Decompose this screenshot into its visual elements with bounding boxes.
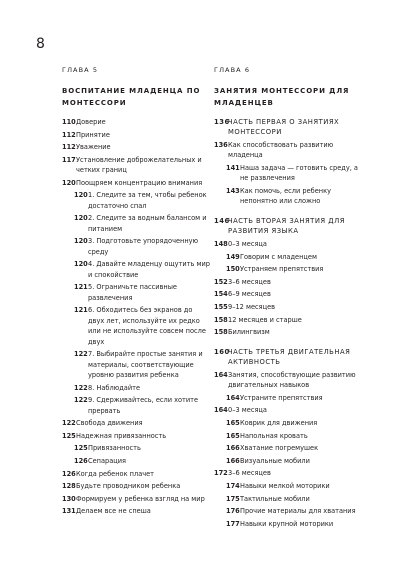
toc-entry-text: 9. Сдерживайтесь, если хотите прервать xyxy=(88,396,199,415)
toc-page-number: 122 xyxy=(74,350,88,359)
toc-page-number: 120 xyxy=(74,214,88,223)
toc-entry-text: Наша задача — готовить среду, а не развлечения xyxy=(240,164,358,183)
toc-page-number: 152 xyxy=(214,277,228,286)
toc-entry-text: ЧАСТЬ ВТОРАЯ ЗАНЯТИЯ ДЛЯ РАЗВИТИЯ ЯЗЫКА xyxy=(228,217,345,236)
toc-entry-text: 0–3 месяца xyxy=(228,406,267,415)
toc-page-number: 122 xyxy=(74,383,88,392)
toc-entry-text: 1. Следите за тем, чтобы ребенок достаточно спал xyxy=(88,191,207,210)
toc-page-number: 120 xyxy=(74,237,88,246)
toc-entry xyxy=(214,443,364,453)
toc-page-number: 150 xyxy=(226,265,240,274)
toc-entry xyxy=(62,383,210,393)
toc-page-number: 165 xyxy=(226,431,240,440)
toc-entry xyxy=(62,418,210,428)
chapter-5-column xyxy=(62,66,210,519)
toc-entry-text: Уважение xyxy=(76,143,111,152)
chapter-label: ГЛАВА 5 xyxy=(62,66,99,74)
toc-page-number: 117 xyxy=(62,155,76,164)
toc-page-number: 121 xyxy=(74,283,88,292)
toc-entry xyxy=(62,259,210,280)
toc-entry xyxy=(62,349,210,380)
toc-entry xyxy=(214,481,364,491)
toc-page-number: 128 xyxy=(62,482,76,491)
toc-page-number: 143 xyxy=(226,187,240,195)
toc-entry-text: Прочие материалы для хватания xyxy=(240,507,356,516)
toc-page-number: 160 xyxy=(214,347,230,356)
chapter-label: ГЛАВА 6 xyxy=(214,66,251,74)
toc-entry-text: 12 месяцев и старше xyxy=(228,315,302,324)
toc-page-number: 126 xyxy=(62,469,76,478)
toc-page-number: 130 xyxy=(62,494,76,503)
toc-entry-text: 3–6 месяцев xyxy=(228,277,271,286)
toc-entry-text: Тактильные мобили xyxy=(240,494,310,503)
toc-page-number: 122 xyxy=(62,419,76,428)
toc-entry xyxy=(62,456,210,466)
toc-entry-text: Когда ребенок плачет xyxy=(76,469,155,478)
toc-page-number: 110 xyxy=(62,118,76,126)
toc-page-number: 175 xyxy=(226,494,240,503)
toc-entry-text: Коврик для движения xyxy=(240,418,318,427)
toc-page-number: 164 xyxy=(214,406,228,415)
toc-entry-text: Установление доброжелательных и четких границ xyxy=(76,155,202,175)
toc-entry-text: Формируем у ребенка взгляд на мир xyxy=(76,494,205,503)
chapter-title: ВОСПИТАНИЕ МЛАДЕНЦА ПО МОНТЕССОРИ xyxy=(62,87,201,107)
toc-entry-text: 4. Давайте младенцу ощутить мир и спокойствие xyxy=(88,260,210,279)
toc-entry-text: Доверие xyxy=(76,118,106,126)
toc-page-number: 164 xyxy=(214,370,228,379)
toc-entry xyxy=(62,506,210,516)
toc-entry-text: Надежная привязанность xyxy=(76,431,167,440)
toc-entry xyxy=(214,393,364,403)
toc-page-number: 158 xyxy=(214,328,228,337)
toc-entry-text: Привязанность xyxy=(88,444,141,453)
toc-entry xyxy=(62,431,210,441)
toc-page-number: 112 xyxy=(62,130,76,139)
toc-entry xyxy=(214,239,364,249)
toc-page-number: 165 xyxy=(226,418,240,427)
toc-entry xyxy=(62,305,210,347)
toc-page-number: 120 xyxy=(62,178,76,187)
toc-entry xyxy=(62,282,210,303)
toc-entry xyxy=(62,443,210,453)
toc-page-number: 166 xyxy=(226,456,240,465)
toc-entry-text: Говорим с младенцем xyxy=(240,252,317,261)
toc-page-number: 158 xyxy=(214,315,228,324)
toc-entry-text: Поощряем концентрацию внимания xyxy=(76,178,203,187)
toc-entry-text: Как помочь, если ребенку непонятно или сложно xyxy=(240,187,331,206)
chapter-6-column xyxy=(214,66,364,531)
toc-entry xyxy=(62,469,210,479)
toc-entry xyxy=(62,130,210,140)
section-spacer xyxy=(214,340,364,347)
toc-entry xyxy=(214,506,364,516)
toc-entry xyxy=(62,155,210,176)
toc-entry xyxy=(62,236,210,257)
toc-page-number: 120 xyxy=(74,260,88,269)
toc-entry-text: Сепарация xyxy=(88,456,126,465)
toc-page-number: 122 xyxy=(74,396,88,405)
toc-entry xyxy=(214,327,364,337)
toc-page-number: 166 xyxy=(226,444,240,453)
toc-part-heading xyxy=(214,216,364,237)
toc-entry-text: Свобода движения xyxy=(76,419,143,428)
toc-entry xyxy=(214,163,364,184)
toc-page-number: 112 xyxy=(62,143,76,152)
toc-entry-text: 2. Следите за водным балансом и питанием xyxy=(88,214,207,233)
toc-page-number: 125 xyxy=(74,444,88,453)
toc-page-number: 125 xyxy=(62,431,76,440)
toc-entry-text: Билингвизм xyxy=(228,328,270,337)
toc-entry-text: 8. Наблюдайте xyxy=(88,383,140,392)
toc-page-number: 126 xyxy=(74,456,88,465)
page-number: 8 xyxy=(36,36,45,52)
toc-entry xyxy=(214,494,364,504)
toc-list xyxy=(214,117,364,529)
toc-entry-text: Хватание погремушек xyxy=(240,444,319,453)
toc-entry xyxy=(62,494,210,504)
toc-page-number: 120 xyxy=(74,191,88,200)
toc-page-number: 164 xyxy=(226,393,240,402)
toc-part-heading xyxy=(214,347,364,368)
toc-page-number: 155 xyxy=(214,302,228,311)
section-spacer xyxy=(214,209,364,216)
toc-entry xyxy=(214,302,364,312)
toc-list xyxy=(62,117,210,517)
toc-entry xyxy=(214,431,364,441)
toc-entry-text: ЧАСТЬ ТРЕТЬЯ ДВИГАТЕЛЬНАЯ АКТИВНОСТЬ xyxy=(228,347,351,367)
toc-entry-text: Принятие xyxy=(76,130,110,139)
toc-entry xyxy=(214,289,364,299)
toc-entry-text: 6. Обходитесь без экранов до двух лет, используйте их редко или не используйте совсем после двух xyxy=(88,306,206,346)
toc-entry-text: 9–12 месяцев xyxy=(228,302,276,311)
toc-entry xyxy=(62,213,210,234)
toc-entry xyxy=(62,481,210,491)
toc-entry-text: Напольная кровать xyxy=(240,431,308,440)
toc-entry-text: Визуальные мобили xyxy=(240,456,310,465)
toc-page-number: 146 xyxy=(214,217,230,225)
toc-entry xyxy=(62,117,210,127)
toc-entry xyxy=(214,468,364,478)
toc-entry xyxy=(214,370,364,391)
toc-entry-text: Делаем все не спеша xyxy=(76,507,151,516)
toc-page-number: 177 xyxy=(226,519,240,528)
toc-entry-text: 3–6 месяцев xyxy=(228,469,271,478)
toc-entry-text: 0–3 месяца xyxy=(228,240,267,248)
toc-entry-text: Будьте проводником ребенка xyxy=(76,482,181,491)
toc-entry-text: 3. Подготовьте упорядоченную среду xyxy=(88,237,199,256)
toc-entry xyxy=(214,456,364,466)
toc-entry xyxy=(214,264,364,274)
toc-page-number: 148 xyxy=(214,240,228,248)
toc-entry xyxy=(214,140,364,161)
toc-page-number: 131 xyxy=(62,507,76,516)
toc-entry-text: Навыки крупной моторики xyxy=(240,519,334,528)
toc-entry-text: Как способствовать развитию младенца xyxy=(228,141,334,160)
toc-entry xyxy=(214,405,364,415)
toc-page-number: 121 xyxy=(74,306,88,315)
toc-page-number: 149 xyxy=(226,252,240,261)
toc-page-number: 136 xyxy=(214,118,230,126)
chapter-title: ЗАНЯТИЯ МОНТЕССОРИ ДЛЯ МЛАДЕНЦЕВ xyxy=(214,87,350,107)
toc-entry xyxy=(62,142,210,152)
toc-page-number: 154 xyxy=(214,290,228,299)
toc-entry xyxy=(214,315,364,325)
toc-entry xyxy=(214,418,364,428)
toc-entry-text: 7. Выбирайте простые занятия и материалы, соответствующие уровню развития ребенка xyxy=(88,350,203,379)
toc-entry-text: Навыки мелкой моторики xyxy=(240,481,330,490)
toc-entry-text: 6–9 месяцев xyxy=(228,290,271,299)
toc-entry-text: Занятия, способствующие развитию двигательных навыков xyxy=(228,370,356,390)
toc-entry-text: Устраните препятствия xyxy=(240,393,323,402)
toc-entry xyxy=(62,190,210,211)
toc-entry-text: Устраняем препятствия xyxy=(240,265,324,274)
toc-page-number: 141 xyxy=(226,164,240,172)
toc-entry xyxy=(214,186,364,207)
toc-page-number: 174 xyxy=(226,481,240,490)
toc-entry-text: 5. Ограничьте пассивные развлечения xyxy=(88,283,177,302)
toc-page-number: 136 xyxy=(214,141,228,149)
toc-entry-text: ЧАСТЬ ПЕРВАЯ О ЗАНЯТИЯХ МОНТЕССОРИ xyxy=(228,118,340,137)
toc-entry xyxy=(62,178,210,188)
toc-part-heading xyxy=(214,117,364,138)
toc-entry xyxy=(214,277,364,287)
toc-entry xyxy=(214,519,364,529)
toc-entry xyxy=(62,395,210,416)
toc-page-number: 176 xyxy=(226,507,240,516)
toc-entry xyxy=(214,252,364,262)
toc-page-number: 172 xyxy=(214,469,228,478)
